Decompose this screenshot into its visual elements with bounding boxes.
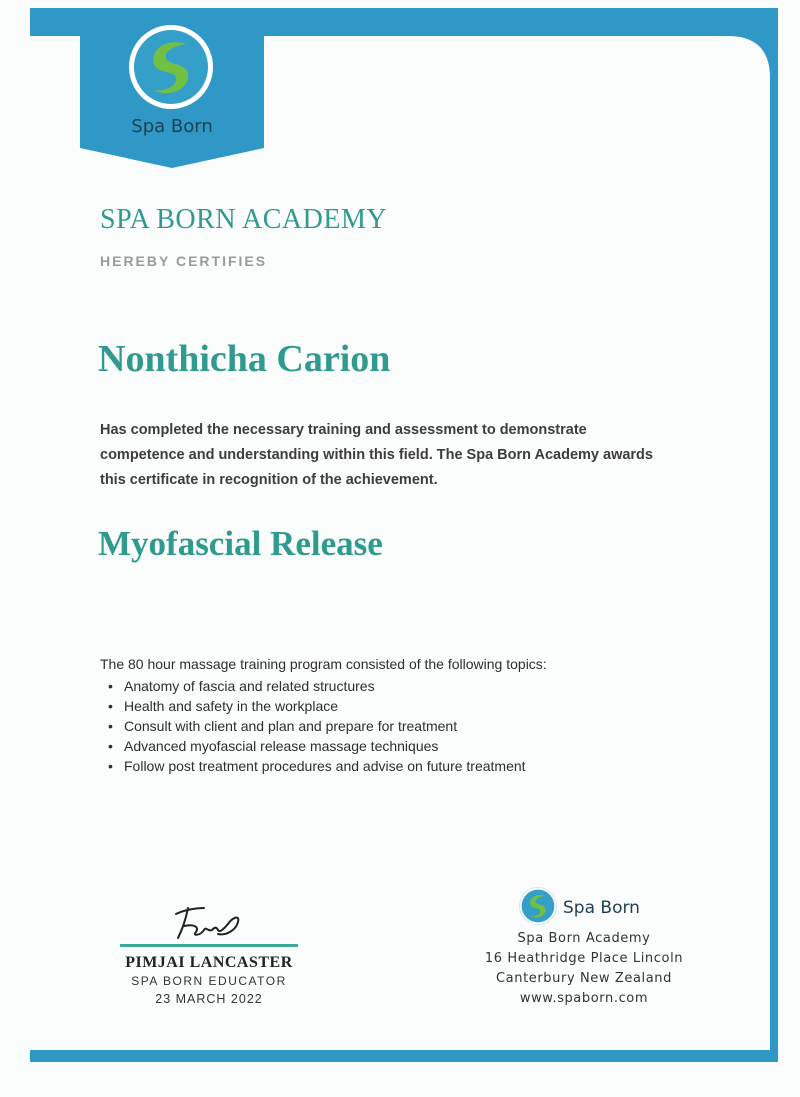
address-line: Spa Born Academy [517,931,651,946]
topic-item: • Consult with client and plan and prepare for treatment [108,716,526,736]
website-link[interactable]: www.spaborn.com [519,991,649,1006]
contact-address [470,929,698,1009]
frame-right-border [770,60,778,1060]
description-line: Has completed the necessary training and assessment to demonstrate [100,422,587,438]
description-line: competence and understanding within this field. The Spa Born Academy awards [100,447,653,463]
signature-icon [170,896,250,946]
topic-list [108,676,526,776]
badge-brand-name: Spa Born [131,116,213,137]
certifies-label: HEREBY CERTIFIES [100,253,268,269]
certificate-description [100,418,700,493]
address-line: 16 Heathridge Place Lincoln [484,951,684,966]
recipient-name: Nonthicha Carion [98,338,391,380]
topic-item: • Health and safety in the workplace [108,696,526,716]
topic-item: • Follow post treatment procedures and advise on future treatment [108,756,526,776]
address-line: Canterbury New Zealand [495,971,672,986]
topic-item: • Advanced myofascial release massage techniques [108,736,526,756]
signature-line [120,944,298,947]
spa-born-logo-icon [128,24,214,110]
frame-bottom-border [30,1050,778,1062]
course-title: Myofascial Release [98,524,383,563]
signatory-role: SPA BORN EDUCATOR [131,974,287,988]
certificate-date: 23 MARCH 2022 [155,992,263,1006]
signatory-name: PIMJAI LANCASTER [125,954,293,971]
description-line: this certificate in recognition of the achievement. [100,472,438,488]
program-intro: The 80 hour massage training program consisted of the following topics: [100,656,547,672]
spa-born-small-logo-icon [519,887,557,925]
contact-brand-name: Spa Born [563,898,640,918]
topic-item: • Anatomy of fascia and related structures [108,676,526,696]
academy-title: SPA BORN ACADEMY [100,204,388,235]
